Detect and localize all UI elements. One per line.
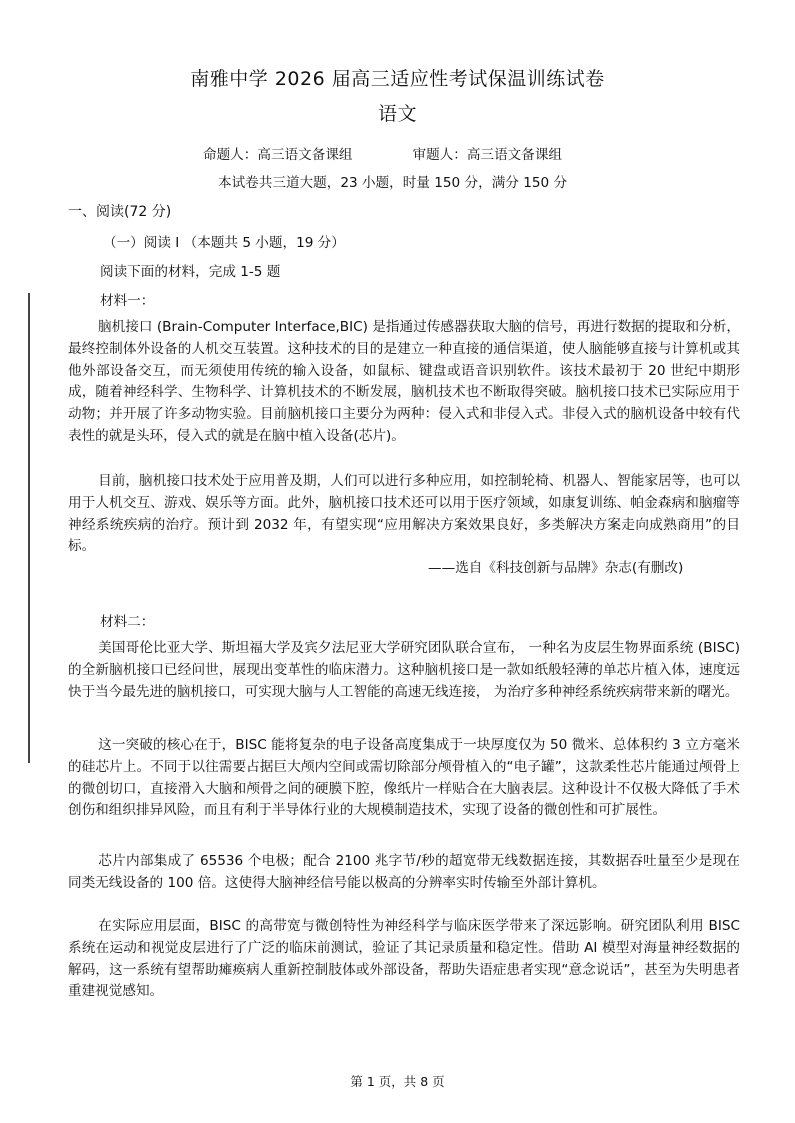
material2-paragraph: 这一突破的核心在于，BISC 能将复杂的电子设备高度集成于一块厚度仅为 50 微米、总体积约 3 立方毫米的硅芯片上。不同于以往需要占据巨大颅内空间或需切除部分颅骨植入的“电子罐”，这款柔性芯片能通过颅骨上的微创切口，直接滑入大脑和颅骨之间的硬膜下腔，像纸片一样贴合在大脑表层。这种设计不仅极大降低了手术创伤和组织排异风险，而且有利于半导体行业的大规模制造技术，实现了设备的微创性和可扩展性。 <box>68 737 740 819</box>
exam-title: 南雅中学 2026 届高三适应性考试保温训练试卷 <box>190 68 605 90</box>
subsection-heading: （一）阅读 I （本题共 5 小题，19 分） <box>103 235 345 251</box>
exam-summary: 本试卷共三道大题，23 小题，时量 150 分，满分 150 分 <box>218 175 568 191</box>
material1-paragraph: 脑机接口 (Brain-Computer Interface,BIC) 是指通过传感器获取大脑的信号，再进行数据的提取和分析，最终控制体外设备的人机交互装置。这种技术的目的是建立一种直接的通信渠道，使人脑能够直接与计算机或其他外部设备交互，而无须使用传统的输入设备，如鼠标、键盘或语音识别软件。该技术最初于 20 世纪中期形成，随着神经科学、生物科学、计算机技术的不断发展，脑机技术也不断取得突破。脑机接口技术已实际应用于动物；并开展了许多动物实验。目前脑机接口主要分为两种：侵入式和非侵入式。非侵入式的脑机设备中较有代表性的就是头环，侵入式的就是在脑中植入设备(芯片)。 <box>68 319 740 444</box>
author-label: 命题人：高三语文备课组 <box>203 147 353 163</box>
material2-paragraph: 芯片内部集成了 65536 个电极；配合 2100 兆字节/秒的超宽带无线数据连接，其数据吞吐量至少是现在同类无线设备的 100 倍。这使得大脑神经信号能以极高的分辨率实时传输至外部计算机。 <box>68 853 740 891</box>
margin-bar <box>28 293 30 763</box>
page-number: 第 1 页，共 8 页 <box>350 1074 445 1089</box>
material2-paragraph: 在实际应用层面，BISC 的高带宽与微创特性为神经科学与临床医学带来了深远影响。研究团队利用 BISC 系统在运动和视觉皮层进行了广泛的临床前测试，验证了其记录质量和稳定性。借助 AI 模型对海量神经数据的解码，这一系统有望帮助瘫痪病人重新控制肢体或外部设备，帮助失语症患者实现“意念说话”，甚至为失明患者重建视觉感知。 <box>68 918 740 1000</box>
reviewer-label: 审题人：高三语文备课组 <box>412 147 563 163</box>
authors-line <box>203 143 562 163</box>
subject-title: 语文 <box>377 103 417 125</box>
material2-paragraph: 美国哥伦比亚大学、斯坦福大学及宾夕法尼亚大学研究团队联合宣布， 一种名为皮层生物界面系统 (BISC) 的全新脑机接口已经问世，展现出变革性的临床潜力。这种脑机接口是一款如纸般轻薄的单芯片植入体，速度远快于当今最先进的脑机接口，可实现大脑与人工智能的高速无线连接， 为治疗多种神经系统疾病带来新的曙光。 <box>68 640 740 700</box>
material2-label: 材料二： <box>100 614 155 630</box>
section-heading: 一、阅读(72 分) <box>68 204 172 220</box>
material1-source: ——选自《科技创新与品牌》杂志(有删改) <box>428 560 684 576</box>
reading-instruction: 阅读下面的材料，完成 1-5 题 <box>100 264 281 280</box>
material1-paragraph: 目前，脑机接口技术处于应用普及期，人们可以进行多种应用，如控制轮椅、机器人、智能家居等，也可以用于人机交互、游戏、娱乐等方面。此外，脑机接口技术还可以用于医疗领域，如康复训练、帕金森病和脑瘤等神经系统疾病的治疗。预计到 2032 年，有望实现“应用解决方案效果良好，多类解决方案走向成熟商用”的目标。 <box>68 473 740 555</box>
material1-label: 材料一： <box>100 293 155 309</box>
